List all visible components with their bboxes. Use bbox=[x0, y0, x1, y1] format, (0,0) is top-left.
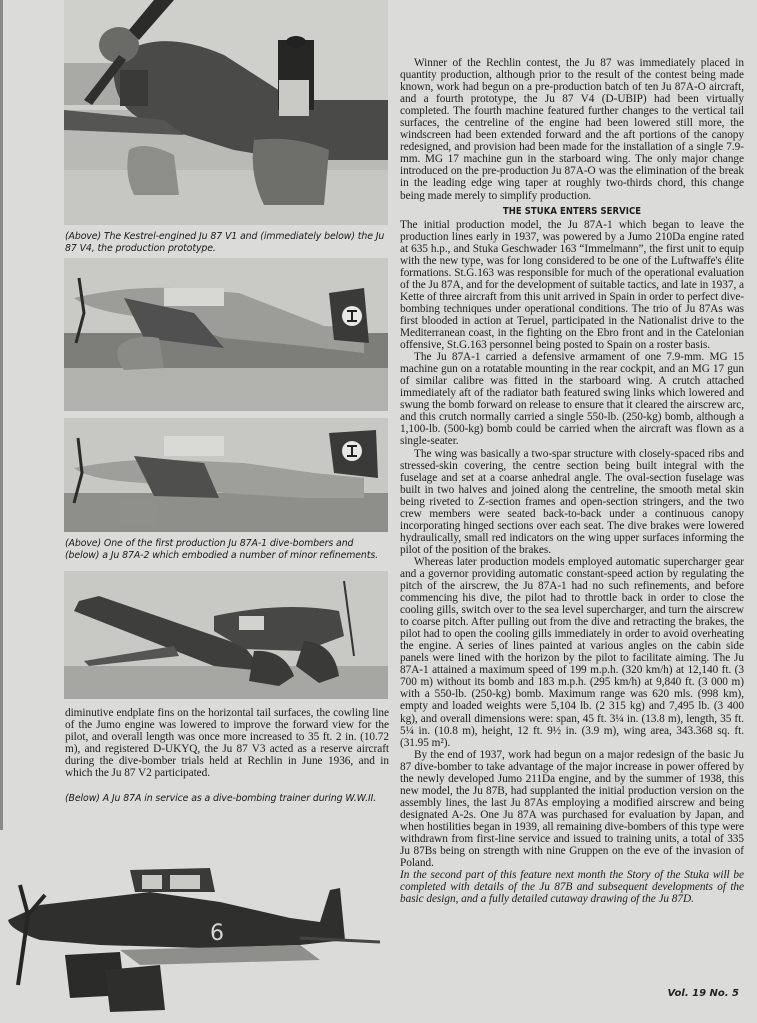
paragraph-wing-structure: The wing was basically a two-spar structure with closely-spaced ribs and stressed-skin covering, the centre section being built integral with the fuselage and set at a coarse anhedral angle. The oval-section fuselage was built in two halves and joined along the centreline, the smooth metal skin being riveted to Z-section frames and open-section stringers, and the two crew members were seated back-to-back under a continuous canopy incorporating hinged sections over each seat. The dive brakes were lowered hydraulically, small red indicators on the wing upper surfaces informing the pilot of the position of the brakes. bbox=[400, 447, 744, 556]
right-column-text bbox=[400, 57, 744, 905]
aircraft-marking-6: 6 bbox=[210, 921, 224, 946]
photo-ju87-v1 bbox=[64, 0, 388, 225]
paragraph-redesign: By the end of 1937, work had begun on a major redesign of the basic Ju 87 dive-bomber to take advantage of the major increase in power offered by the newly developed Jumo 211Da engine, and by the summer of 1938, this new model, the Ju 87B, had supplanted the initial production version on the assembly lines, the last Ju 87As employing a modified airscrew and being designated A-2s. One Ju 87A was purchased for evaluation by Japan, and when hostilities began in 1939, all remaining dive-bombers of this type were withdrawn from first-line service and issued to training units, a total of 335 Ju 87Bs being on strength with nine Gruppen on the eve of the invasion of Poland. bbox=[400, 748, 744, 870]
issue-number: Vol. 19 No. 5 bbox=[667, 988, 739, 999]
photo-caption-2: (Above) One of the first production Ju 87A-1 dive-bombers and (below) a Ju 87A-2 which embodied a number of minor refinements. bbox=[65, 538, 379, 561]
paragraph-initial-production: The initial production model, the Ju 87A-1 which began to leave the production lines early in 1937, was powered by a Jumo 210Da engine rated at 635 h.p., and Stuka Geschwader 163 “Immelmann”, the first unit to equip with the new type, was for long considered to be one of the Luftwaffe's élite formations. St.G.163 was responsible for much of the operational evaluation of the Ju 87A, and for the development of suitable tactics, and late in 1937, a Kette of three aircraft from this unit arrived in Spain in order to perfect dive-bombing techniques under operational conditions. The trio of Ju 87As was first blooded in action at Teruel, participated in the Nationalist drive to the Mediterranean coast, in the fighting on the Ebro front and in the Catelonian offensive, St.G.163 personnel being posted to Spain on a roster basis. bbox=[400, 218, 744, 352]
photo-caption-3: (Below) A Ju 87A in service as a dive-bombing trainer during W.W.II. bbox=[65, 793, 377, 804]
section-heading: THE STUKA ENTERS SERVICE bbox=[502, 205, 642, 217]
left-column-text bbox=[65, 707, 389, 779]
photo-ju87a2 bbox=[64, 571, 388, 699]
paragraph-rechlin: Winner of the Rechlin contest, the Ju 87 was immediately placed in quantity production, although prior to the result of the contest being made known, work had begun on a pre-production batch of ten Ju 87A-O aircraft, and a fourth prototype, the Ju 87 V4 (D-UBIP) had been virtually completed. The fourth machine featured further changes to the vertical tail surfaces, the centreline of the engine had been lowered still more, the windscreen had been extended forward and the aft portions of the canopy redesigned, and provision had been made for the installation of a single 7.9-mm. MG 17 machine gun in the starboard wing. The only major change introduced on the pre-production Ju 87A-O was the elimination of the break in the leading edge wing taper at roughly two-thirds chord, this change being made merely to simplify production. bbox=[400, 57, 744, 202]
photo-ju87a-trainer bbox=[0, 830, 395, 1023]
photo-ju87a1 bbox=[64, 418, 388, 532]
photo-caption-1: (Above) The Kestrel-engined Ju 87 V1 and (immediately below) the Ju 87 V4, the production prototype. bbox=[65, 231, 385, 254]
closing-note: In the second part of this feature next month the Story of the Stuka will be completed with details of the Ju 87B and subsequent developments of the basic design, and a fully detailed cutaway drawing of the Ju 87D. bbox=[400, 869, 744, 906]
paragraph: diminutive endplate fins on the horizontal tail surfaces, the cowling line of the Jumo engine was lowered to improve the forward view for the pilot, and overall length was once more increased to 35 ft. 2 in. (10.72 m), and registered D-UKYQ, the Ju 87 V3 acted as a reserve aircraft during the dive-bomber trials held at Rechlin in June 1936, and in which the Ju 87 V2 participated. bbox=[65, 707, 389, 780]
photo-ju87-v4 bbox=[64, 258, 388, 411]
paragraph-performance: Whereas later production models employed automatic supercharger gear and a governor providing automatic constant-speed action by regulating the pitch of the airscrew, the Ju 87A-1 had no such refinements, and before commencing his dive, the pilot had to throttle back in order to close the cooling gills, switch over to the sea level supercharger, and turn the airscrew to coarse pitch. After pulling out from the dive and retracting the brakes, the pilot had to open the cooling gills immediately in order to avoid overheating the engine. A series of lines painted at various angles on the cabin side panels were lined with the horizon by the pilot to facilitate aiming. The Ju 87A-1 attained a maximum speed of 199 m.p.h. (320 km/h) at 12,140 ft. (3 700 m) without its bomb and 183 m.p.h. (295 km/h) at 9,840 ft. (3 000 m) with a 550-lb. (250-kg) bomb. Maximum range was 620 mls. (998 km), empty and loaded weights were 5,104 lb. (2 315 kg) and 7,495 lb. (3 400 kg), and overall dimensions were: span, 45 ft. 3¼ in. (13.8 m), length, 35 ft. 5¼ in. (10.8 m), height, 12 ft. 9½ in. (3.9 m), wing area, 343.368 sq. ft. (31.95 m²). bbox=[400, 555, 744, 749]
paragraph-armament: The Ju 87A-1 carried a defensive armament of one 7.9-mm. MG 15 machine gun on a rotatable mounting in the rear cockpit, and an MG 17 gun of similar calibre was fitted in the starboard wing. A crutch attached immediately aft of the radiator bath featured swing links which lowered and swung the bomb forward on release to ensure that it cleared the airscrew arc, and this crutch normally carried a single 550-lb. (250-kg) bomb, although a 1,100-lb. (500-kg) bomb could be carried when the aircraft was flown as a single-seater. bbox=[400, 351, 744, 448]
